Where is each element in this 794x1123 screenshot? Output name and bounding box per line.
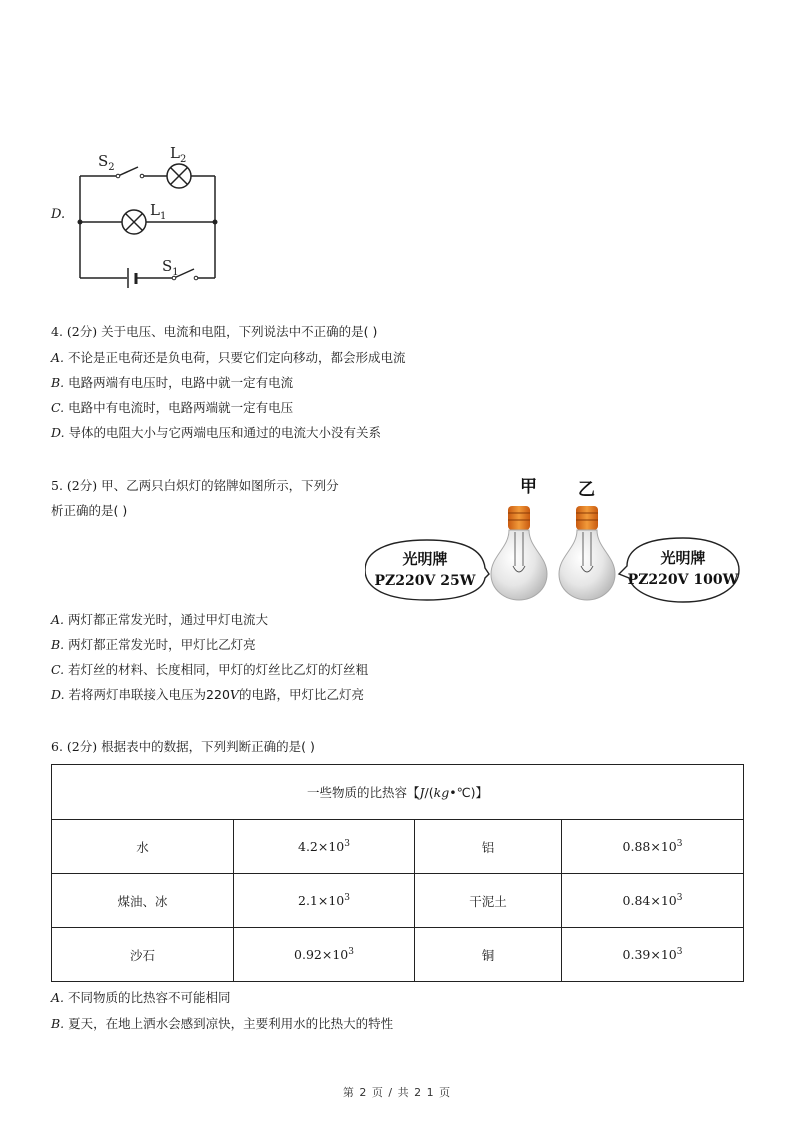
q5-stem-line1: 甲、乙两只白炽灯的铭牌如图所示，下列分	[101, 478, 339, 493]
q5-option-d-letter: D.	[51, 687, 65, 702]
table-row	[52, 874, 744, 928]
q4-option-c-letter: C.	[51, 400, 65, 415]
bulb-b-label: 乙	[578, 480, 595, 500]
l2-label: L	[170, 144, 180, 162]
table-unit-j: J	[419, 785, 425, 800]
q6-option-a[interactable]	[51, 989, 231, 1007]
l1-label: L	[150, 201, 160, 219]
q4-stem	[51, 323, 377, 341]
q4-option-a[interactable]	[51, 349, 406, 367]
q4-option-a-letter: A.	[51, 350, 65, 365]
bubble-b-rating: PZ220V 100W	[627, 572, 739, 588]
q5-option-a-text: 两灯都正常发光时，通过甲灯电流大	[68, 612, 269, 627]
bulb-a	[491, 506, 547, 600]
q6-option-a-letter: A.	[51, 990, 65, 1005]
table-cell-value: $0.84\times 10^3$	[562, 874, 744, 928]
q6-option-b[interactable]	[51, 1015, 393, 1033]
q4-option-c[interactable]	[51, 399, 293, 417]
svg-text:S2	[98, 152, 115, 173]
table-cell-value: $4.2\times 10^3$	[234, 820, 415, 874]
bubble-a-rating: PZ220V 25W	[374, 573, 476, 589]
l2-sub: 2	[179, 154, 187, 165]
q4-option-c-text: 电路中有电流时，电路两端就一定有电压	[68, 400, 294, 415]
table-unit-mid: /(	[424, 785, 434, 800]
s2-label: S	[98, 152, 109, 170]
bulb-a-label: 甲	[520, 477, 537, 497]
table-cell-name: 铝	[415, 820, 562, 874]
svg-text:L2	[170, 144, 186, 165]
l1-sub: 1	[159, 211, 167, 222]
q5-option-a-letter: A.	[51, 612, 65, 627]
q5-option-c[interactable]	[51, 661, 368, 679]
page-footer: 第 2 页 / 共 2 1 页	[342, 1086, 452, 1099]
table-cell-value: $0.39\times 10^3$	[562, 928, 744, 982]
q4-option-b-text: 电路两端有电压时，电路中就一定有电流	[68, 375, 294, 390]
q4-option-b-letter: B.	[51, 375, 65, 390]
q6-stem	[51, 738, 315, 756]
q6-number: 6.	[51, 739, 63, 754]
table-cell-name: 铜	[415, 928, 562, 982]
q6-option-b-letter: B.	[51, 1016, 65, 1031]
q3-option-d-letter: D.	[51, 207, 66, 222]
bubble-a	[365, 540, 489, 600]
q4-score: (2分)	[66, 324, 98, 339]
table-cell-name: 煤油、冰	[52, 874, 234, 928]
q5-option-d-unit: V	[229, 687, 239, 702]
s1-label: S	[162, 257, 173, 275]
s1-sub: 1	[172, 267, 179, 278]
table-unit-kg: kg	[433, 785, 450, 800]
q6-score: (2分)	[66, 739, 98, 754]
table-cell-value: $0.88\times 10^3$	[562, 820, 744, 874]
table-row	[52, 820, 744, 874]
q5-option-c-letter: C.	[51, 662, 65, 677]
table-title-prefix: 一些物质的比热容【	[307, 785, 420, 800]
q5-option-d-text-before: 若将两灯串联接入电压为220	[68, 687, 230, 702]
q3-circuit-diagram	[70, 138, 230, 288]
q5-stem-line2: 析正确的是( )	[51, 503, 128, 518]
table-title	[52, 765, 744, 820]
q5-score: (2分)	[66, 478, 98, 493]
q4-stem-text: 关于电压、电流和电阻，下列说法中不正确的是( )	[101, 324, 378, 339]
q4-number: 4.	[51, 324, 63, 339]
q4-option-d[interactable]	[51, 424, 381, 442]
table-cell-name: 水	[52, 820, 234, 874]
q5-option-b[interactable]	[51, 636, 256, 654]
q5-option-b-text: 两灯都正常发光时，甲灯比乙灯亮	[68, 637, 256, 652]
q5-option-d[interactable]	[51, 686, 364, 704]
specific-heat-table	[51, 764, 744, 982]
bubble-b	[619, 538, 739, 602]
q5-option-c-text: 若灯丝的材料、长度相同，甲灯的灯丝比乙灯的灯丝粗	[68, 662, 369, 677]
q5-number: 5.	[51, 478, 63, 493]
bubble-b-brand: 光明牌	[660, 549, 706, 567]
q4-option-b[interactable]	[51, 374, 293, 392]
svg-text:L1	[150, 201, 166, 222]
q5-option-d-text-after: 的电路，甲灯比乙灯亮	[238, 687, 364, 702]
table-unit-end: •℃)】	[449, 785, 488, 800]
q4-option-d-text: 导体的电阻大小与它两端电压和通过的电流大小没有关系	[68, 425, 382, 440]
svg-text:S1	[162, 257, 179, 278]
q5-option-b-letter: B.	[51, 637, 65, 652]
s2-sub: 2	[108, 162, 115, 173]
q6-stem-text: 根据表中的数据，下列判断正确的是( )	[101, 739, 315, 754]
table-header-row	[52, 765, 744, 820]
bulb-b	[559, 506, 615, 600]
table-cell-name: 干泥土	[415, 874, 562, 928]
bubble-a-brand: 光明牌	[402, 550, 448, 568]
q4-option-d-letter: D.	[51, 425, 65, 440]
q6-option-b-text: 夏天，在地上洒水会感到凉快，主要利用水的比热大的特性	[68, 1016, 394, 1031]
table-row	[52, 928, 744, 982]
table-cell-name: 沙石	[52, 928, 234, 982]
q5-stem	[51, 477, 339, 495]
table-cell-value: $0.92\times 10^3$	[234, 928, 415, 982]
table-cell-value: $2.1\times 10^3$	[234, 874, 415, 928]
q5-bulb-figure	[365, 470, 745, 610]
q4-option-a-text: 不论是正电荷还是负电荷，只要它们定向移动，都会形成电流	[68, 350, 406, 365]
q5-option-a[interactable]	[51, 611, 268, 629]
q6-option-a-text: 不同物质的比热容不可能相同	[68, 990, 231, 1005]
